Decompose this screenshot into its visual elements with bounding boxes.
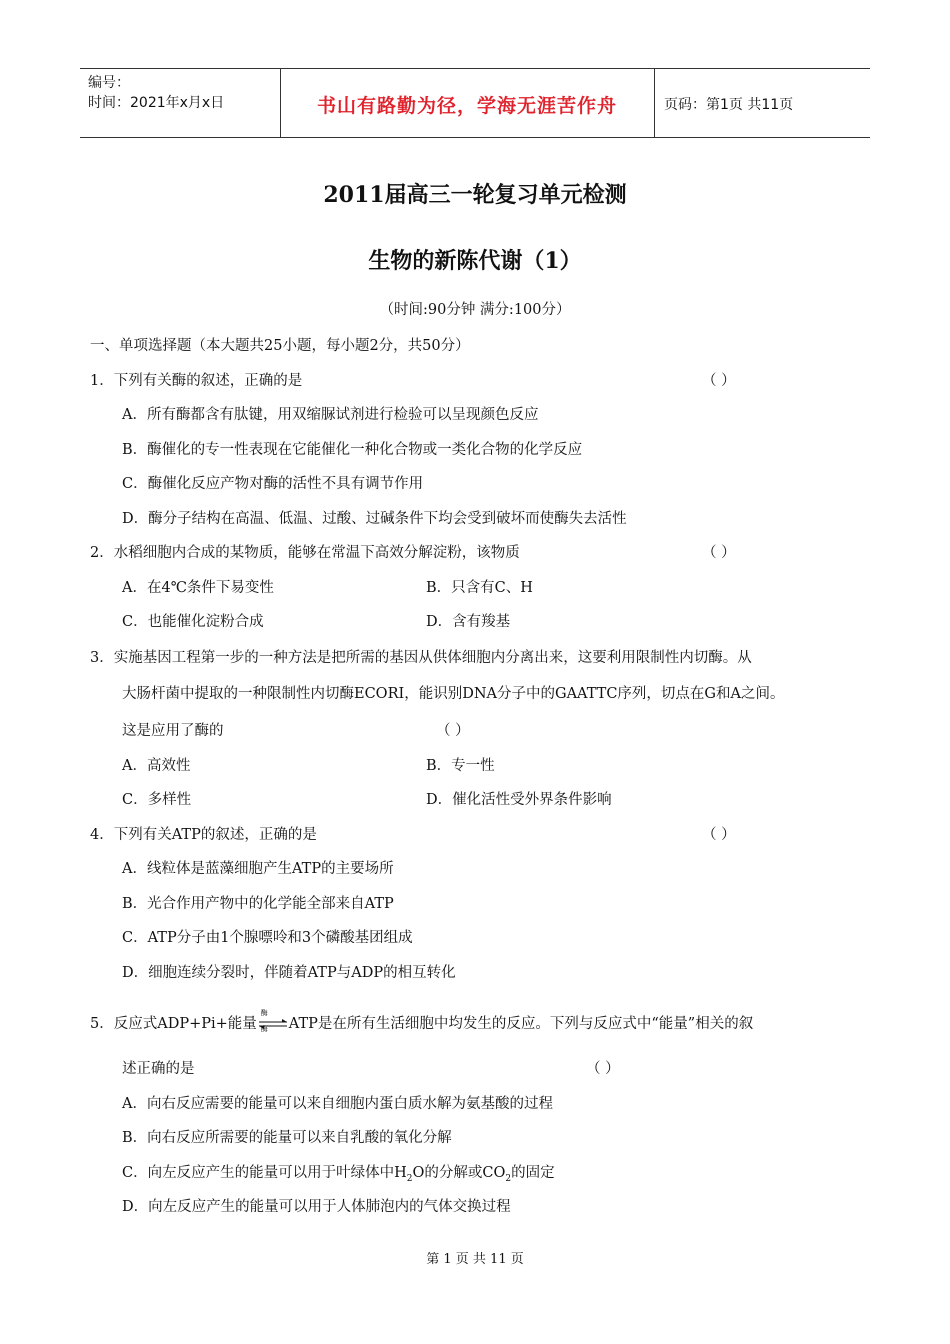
q5-stem-post: ATP是在所有生活细胞中均发生的反应。下列与反应式中“能量”相关的叙 [288,1016,754,1032]
q1-option-a: A．所有酶都含有肽键，用双缩脲试剂进行检验可以呈现颜色反应 [122,407,539,423]
q1-option-c: C．酶催化反应产物对酶的活性不具有调节作用 [122,476,424,492]
header-page-info: 页码：第1页 共11页 [664,97,794,113]
q2-option-a: A．在4℃条件下易变性 [122,580,274,596]
subscript: 2 [505,1173,512,1184]
q3-stem-line3: 这是应用了酶的 [122,723,224,739]
q4-option-d: D．细胞连续分裂时，伴随着ATP与ADP的相互转化 [122,965,456,981]
document-subtitle: 生物的新陈代谢（1） [368,248,582,274]
q5-option-b: B．向右反应所需要的能量可以来自乳酸的氧化分解 [122,1130,452,1146]
q5-stem-line2: 述正确的是 [122,1061,195,1077]
q1-stem: 1．下列有关酶的叙述，正确的是 [90,373,303,389]
header-divider [654,69,655,137]
q5-option-d: D．向左反应产生的能量可以用于人体肺泡内的气体交换过程 [122,1199,511,1215]
q5-option-a: A．向右反应需要的能量可以来自细胞内蛋白质水解为氨基酸的过程 [122,1096,553,1112]
q2-option-d: D．含有羧基 [426,614,511,630]
q2-option-c: C．也能催化淀粉合成 [122,614,264,630]
q4-option-a: A．线粒体是蓝藻细胞产生ATP的主要场所 [122,861,394,877]
number-label: 编号： [88,75,130,91]
q4-answer-bracket: （ ） [702,827,736,843]
subscript: 2 [406,1173,413,1184]
q5-option-c-text: C．向左反应产生的能量可以用于叶绿体中H [122,1165,407,1181]
page-header [80,68,870,138]
q1-option-b: B．酶催化的专一性表现在它能催化一种化合物或一类化合物的化学反应 [122,442,583,458]
q5-stem-line1 [90,1009,754,1033]
q3-option-c: C．多样性 [122,792,192,808]
page-footer: 第 1 页 共 11 页 [426,1252,524,1267]
q2-option-b: B．只含有C、H [426,580,533,596]
q2-stem: 2．水稻细胞内合成的某物质，能够在常温下高效分解淀粉，该物质 [90,545,520,561]
q2-answer-bracket: （ ） [702,545,736,561]
q1-option-d: D．酶分子结构在高温、低温、过酸、过碱条件下均会受到破坏而使酶失去活性 [122,511,627,527]
q4-option-c: C．ATP分子由1个腺嘌呤和3个磷酸基团组成 [122,930,413,946]
q3-answer-bracket: （ ） [436,723,470,739]
q5-stem-pre: 5．反应式ADP+Pi+能量 [90,1016,257,1032]
q3-stem-line2: 大肠杆菌中提取的一种限制性内切酶ECORI，能识别DNA分子中的GAATTC序列，切点在G和A之间。 [122,686,785,702]
q5-answer-bracket: （ ） [586,1061,620,1077]
header-motto: 书山有路勤为径，学海无涯苦作舟 [316,95,617,117]
q3-option-d: D．催化活性受外界条件影响 [426,792,612,808]
q3-option-b: B．专一性 [426,758,495,774]
document-title: 2011届高三一轮复习单元检测 [323,182,627,208]
q3-stem-line1: 3．实施基因工程第一步的一种方法是把所需的基因从供体细胞内分离出来，这要利用限制性内切酶。从 [90,650,752,666]
q4-option-b: B．光合作用产物中的化学能全部来自ATP [122,896,394,912]
q5-option-c-text: O的分解或CO [412,1165,506,1181]
arrow-top-label: 酶 [260,1009,268,1017]
q4-stem: 4．下列有关ATP的叙述，正确的是 [90,827,317,843]
q5-option-c-text: 的固定 [511,1165,555,1181]
header-meta [88,73,224,113]
q1-answer-bracket: （ ） [702,373,736,389]
section-heading: 一、单项选择题（本大题共25小题，每小题2分，共50分） [90,338,470,354]
q3-option-a: A．高效性 [122,758,191,774]
exam-info: （时间:90分钟 满分:100分） [379,302,571,318]
arrow-bottom-label: 酶 [260,1025,268,1033]
reversible-arrow-icon [257,1009,289,1033]
q5-option-c [122,1161,555,1184]
time-label: 时间：2021年x月x日 [88,95,225,111]
